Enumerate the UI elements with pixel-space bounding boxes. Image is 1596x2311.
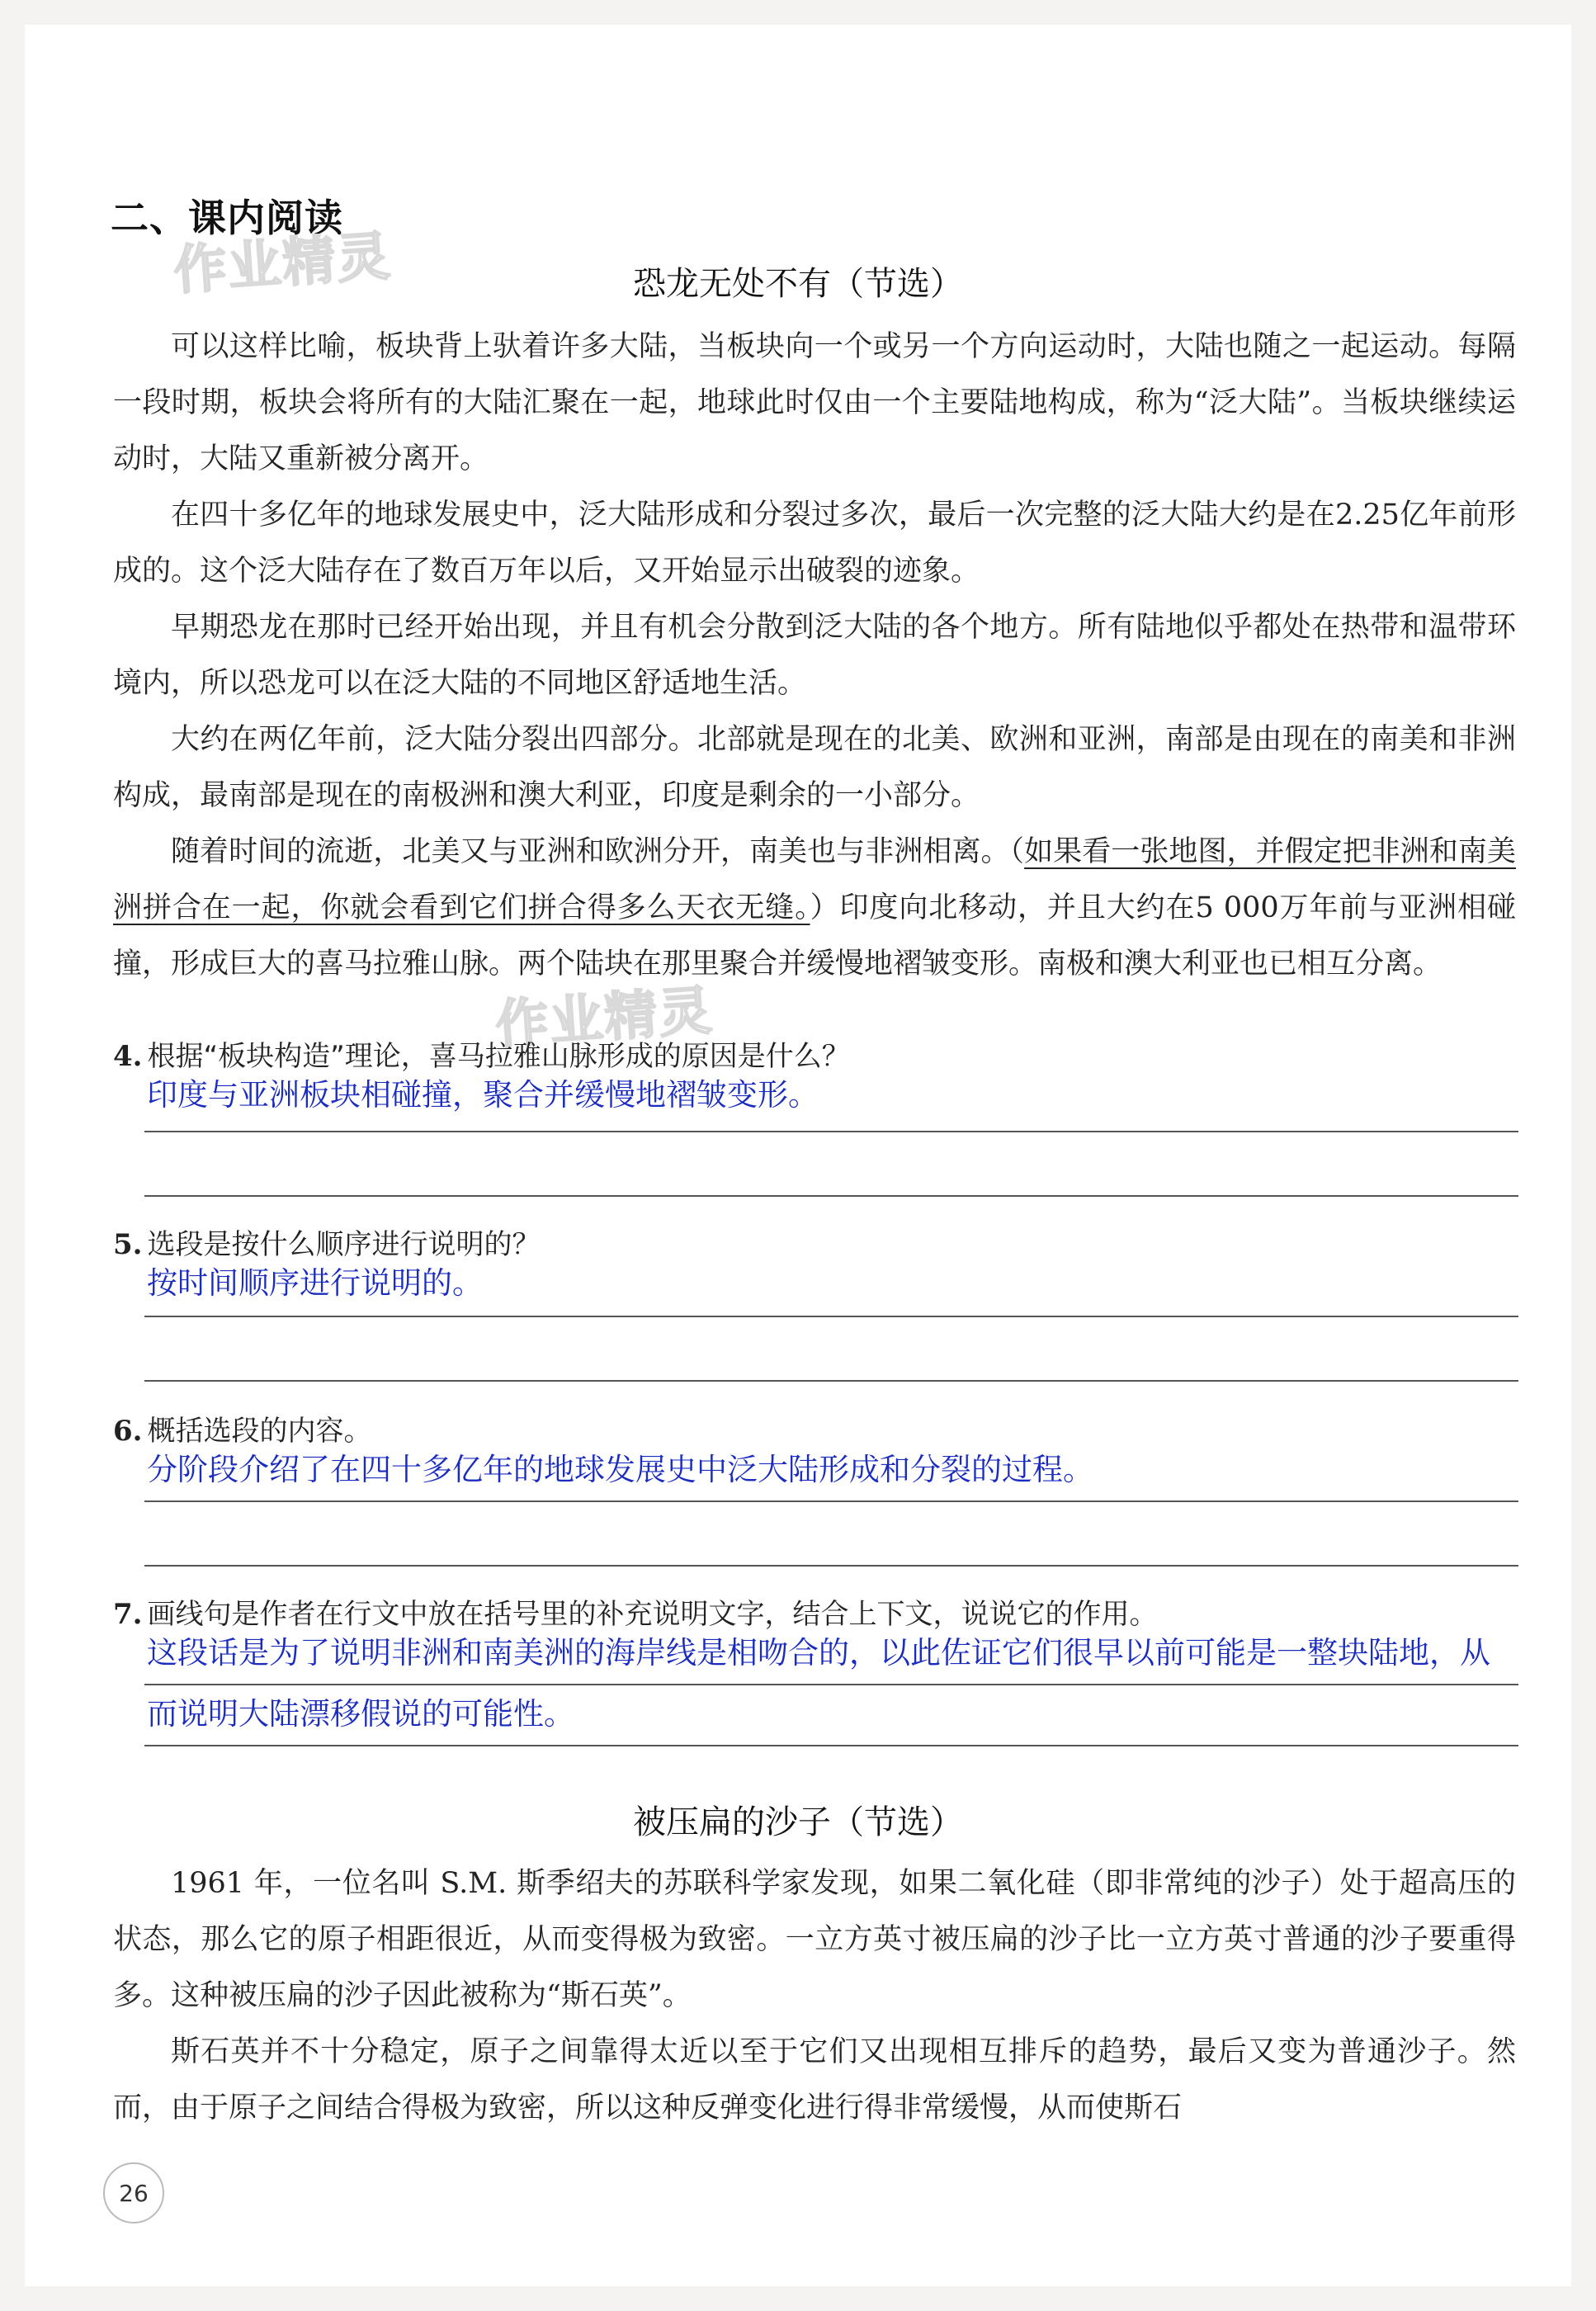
article1-title-note: （节选） (831, 265, 963, 303)
underlined-sentence: 如果看一张地图，并假定把非洲和南美洲拼合在一起，你就会看到它们拼合得多么天衣无缝。 (113, 835, 1516, 924)
answer-line (144, 1131, 1518, 1132)
article1-title (0, 258, 1596, 305)
question-number: 5. (113, 1228, 143, 1261)
question-number: 4. (113, 1040, 143, 1073)
article1-paragraph-2: 在四十多亿年的地球发展史中，泛大陆形成和分裂过多次，最后一次完整的泛大陆大约是在2.25亿年前形成的。这个泛大陆存在了数百万年以后，又开始显示出破裂的迹象。 (113, 499, 1516, 588)
article2-title-note: （节选） (831, 1803, 963, 1841)
article1-paragraph-4: 大约在两亿年前，泛大陆分裂出四部分。北部就是现在的北美、欧洲和亚洲，南部是由现在的南美和非洲构成，最南部是现在的南极洲和澳大利亚，印度是剩余的一小部分。 (113, 723, 1516, 812)
article1-paragraph-3: 早期恐龙在那时已经开始出现，并且有机会分散到泛大陆的各个地方。所有陆地似乎都处在热带和温带环境内，所以恐龙可以在泛大陆的不同地区舒适地生活。 (113, 611, 1516, 700)
answer-5: 按时间顺序进行说明的。 (147, 1265, 483, 1301)
article2-body (113, 1855, 1516, 2136)
answer-line (144, 1500, 1518, 1502)
answer-line (144, 1316, 1518, 1317)
answer-line (144, 1380, 1518, 1382)
article2-title-text: 被压扁的沙子 (633, 1803, 831, 1841)
article1-paragraph-5 (113, 824, 1516, 992)
article1-paragraph-1: 可以这样比喻，板块背上驮着许多大陆，当板块向一个或另一个方向运动时，大陆也随之一起运动。每隔一段时期，板块会将所有的大陆汇聚在一起，地球此时仅由一个主要陆地构成，称为“泛大陆”。当板块继续运动时，大陆又重新被分离开。 (113, 330, 1516, 475)
question-number: 7. (113, 1598, 143, 1631)
answer-4: 印度与亚洲板块相碰撞，聚合并缓慢地褶皱变形。 (147, 1077, 819, 1113)
article2-paragraph-2: 斯石英并不十分稳定，原子之间靠得太近以至于它们又出现相互排斥的趋势，最后又变为普通沙子。然而，由于原子之间结合得极为致密，所以这种反弹变化进行得非常缓慢，从而使斯石 (113, 2035, 1516, 2124)
article1-body (113, 319, 1516, 992)
question-text: 概括选段的内容。 (147, 1415, 372, 1448)
answer-line (144, 1565, 1518, 1567)
p5-before: 随着时间的流逝，北美又与亚洲和欧洲分开，南美也与非洲相离。（ (171, 835, 1025, 868)
question-text: 画线句是作者在行文中放在括号里的补充说明文字，结合上下文，说说它的作用。 (147, 1598, 1158, 1631)
question-text: 选段是按什么顺序进行说明的？ (147, 1228, 541, 1261)
question-text: 根据“板块构造”理论，喜马拉雅山脉形成的原因是什么？ (147, 1040, 850, 1073)
answer-7: 这段话是为了说明非洲和南美洲的海岸线是相吻合的，以此佐证它们很早以前可能是一整块陆地，从而说明大陆漂移假说的可能性。 (147, 1635, 1490, 1732)
answer-line (144, 1195, 1518, 1197)
article2-paragraph-1: 1961 年，一位名叫 S.M. 斯季绍夫的苏联科学家发现，如果二氧化硅（即非常纯的沙子）处于超高压的状态，那么它的原子相距很近，从而变得极为致密。一立方英寸被压扁的沙子比一立方英寸普通的沙子要重得多。这种被压扁的沙子因此被称为“斯石英”。 (113, 1867, 1516, 2012)
answer-line (144, 1745, 1518, 1746)
article2-title (0, 1796, 1596, 1843)
question-number: 6. (113, 1415, 143, 1448)
watermark: 作业精灵 (493, 980, 715, 1057)
page-number: 26 (103, 2162, 164, 2224)
article1-title-text: 恐龙无处不有 (633, 265, 831, 303)
answer-line (144, 1684, 1518, 1685)
watermark: 作业精灵 (172, 225, 394, 303)
p5-after: ）印度向北移动，并且大约在5 000万年前与亚洲相碰撞，形成巨大的喜马拉雅山脉。两个陆块在那里聚合并缓慢地褶皱变形。南极和澳大利亚也已相互分离。 (113, 891, 1516, 981)
section-title: 二、课内阅读 (111, 196, 343, 240)
answer-6: 分阶段介绍了在四十多亿年的地球发展史中泛大陆形成和分裂的过程。 (147, 1452, 1093, 1487)
